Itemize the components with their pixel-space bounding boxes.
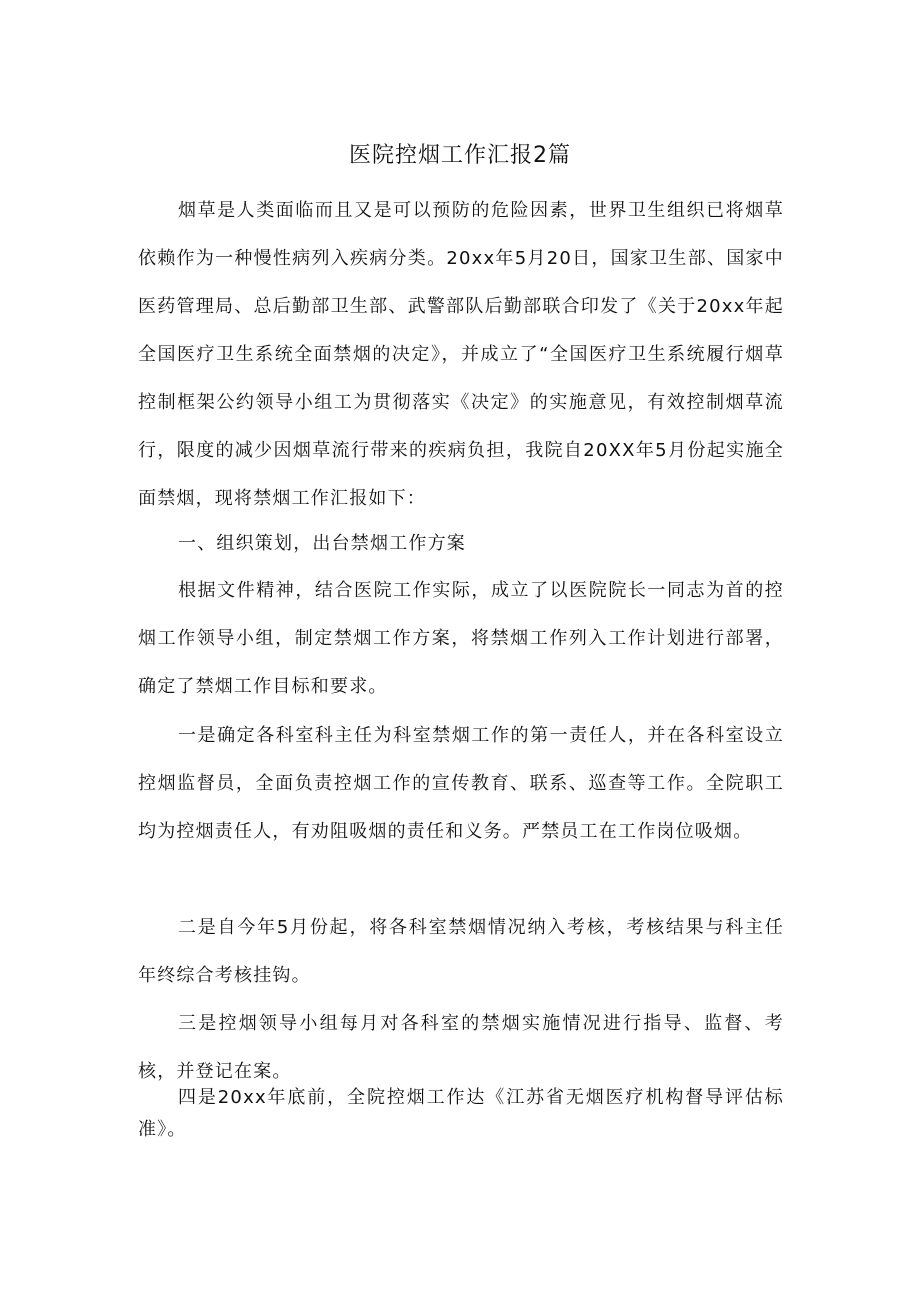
- paragraph-intro: 烟草是人类面临而且又是可以预防的危险因素，世界卫生组织已将烟草依赖作为一种慢性病列入疾病分类。20xx年5月20日，国家卫生部、国家中医药管理局、总后勤部卫生部、武警部队后勤部联合印发了《关于20xx年起全国医疗卫生系统全面禁烟的决定》，并成立了“全国医疗卫生系统履行烟草控制框架公约领导小组工为贯彻落实《决定》的实施意见，有效控制烟草流行，限度的减少因烟草流行带来的疾病负担，我院自20XX年5月份起实施全面禁烟，现将禁烟工作汇报如下：: [138, 200, 784, 509]
- paragraph-item-2: 二是自今年5月份起，将各科室禁烟情况纳入考核，考核结果与科主任年终综合考核挂钩。: [138, 917, 784, 986]
- paragraph-organization: 根据文件精神，结合医院工作实际，成立了以医院院长一同志为首的控烟工作领导小组，制定禁烟工作方案，将禁烟工作列入工作计划进行部署，确定了禁烟工作目标和要求。: [138, 580, 784, 697]
- paragraph-item-1: 一是确定各科室科主任为科室禁烟工作的第一责任人，并在各科室设立控烟监督员，全面负责控烟工作的宣传教育、联系、巡查等工作。全院职工均为控烟责任人，有劝阻吸烟的责任和义务。严禁员工在工作岗位吸烟。: [138, 725, 784, 842]
- document-title: 医院控烟工作汇报2篇: [349, 143, 571, 168]
- section-heading-1: 一、组织策划，出台禁烟工作方案: [178, 533, 466, 554]
- paragraph-item-3: 三是控烟领导小组每月对各科室的禁烟实施情况进行指导、监督、考核，并登记在案。: [138, 1013, 784, 1082]
- paragraph-item-4: 四是20xx年底前，全院控烟工作达《江苏省无烟医疗机构督导评估标准》。: [138, 1087, 784, 1140]
